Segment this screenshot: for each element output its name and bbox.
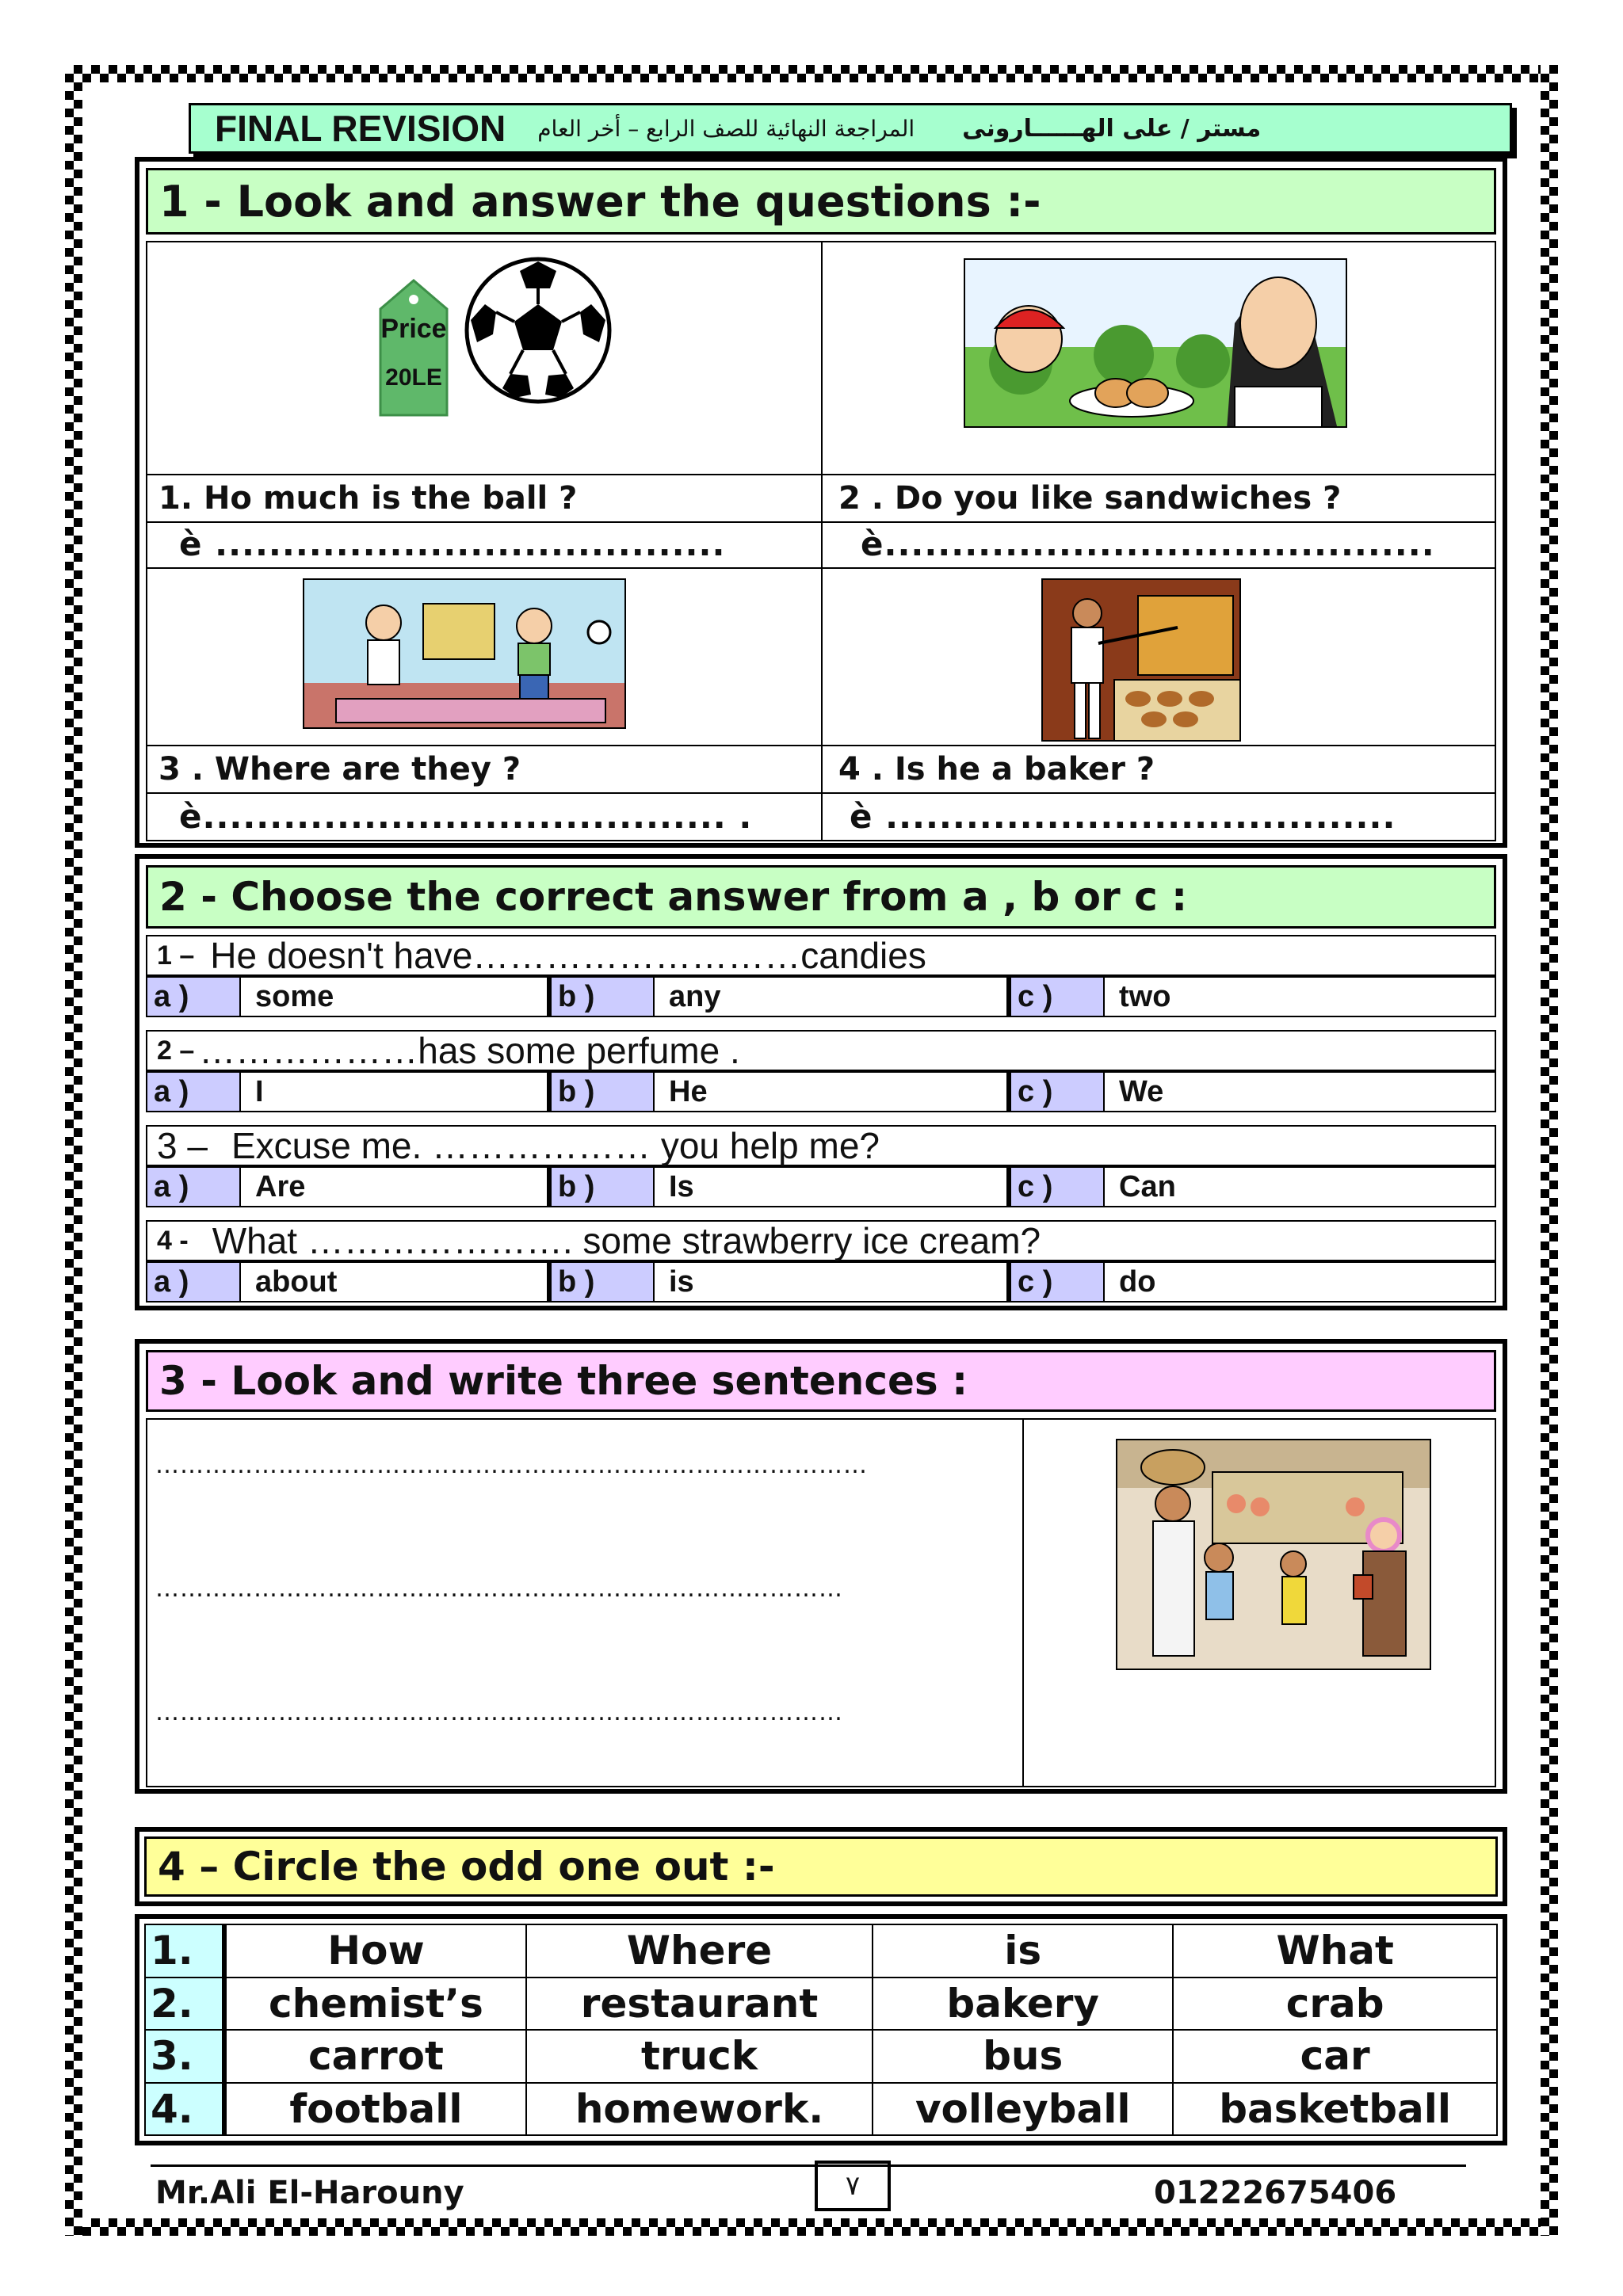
border-left bbox=[65, 65, 82, 2236]
mcq-question-1 bbox=[146, 935, 1496, 976]
mcq-text-4: What …………………. some strawberry ice cream? bbox=[212, 1220, 1041, 1261]
answer-line-1[interactable]: è ...................................... bbox=[179, 524, 726, 563]
section-3-title: 3 - Look and write three sentences : bbox=[146, 1350, 1496, 1412]
option-b[interactable]: any bbox=[655, 978, 1011, 1016]
page-footer bbox=[151, 2164, 1466, 2209]
market-family-picture bbox=[1116, 1439, 1431, 1670]
option-c[interactable]: Can bbox=[1119, 1169, 1176, 1203]
mcq-question-2 bbox=[146, 1030, 1496, 1071]
mcq-question-3 bbox=[146, 1125, 1496, 1166]
option-c-label: c ) bbox=[1011, 978, 1105, 1016]
table-row bbox=[145, 1924, 1497, 1978]
word-cell[interactable]: is bbox=[873, 1924, 1173, 1978]
option-a-label: a ) bbox=[147, 1168, 241, 1206]
odd-one-out-table bbox=[144, 1924, 1498, 2136]
author-name: Mr.Ali El-Harouny bbox=[155, 2175, 464, 2211]
option-c[interactable]: two bbox=[1119, 979, 1171, 1013]
page-header bbox=[189, 103, 1512, 154]
question-2: 2 . Do you like sandwiches ? bbox=[838, 480, 1342, 517]
mcq-options-4 bbox=[146, 1261, 1496, 1302]
word-cell[interactable]: Where bbox=[526, 1924, 873, 1978]
option-a-label: a ) bbox=[147, 1073, 241, 1111]
section-4-title: 4 – Circle the odd one out :- bbox=[144, 1836, 1498, 1897]
section-1-title: 1 - Look and answer the questions :- bbox=[146, 168, 1496, 235]
section-4 bbox=[135, 1914, 1507, 2145]
question-3: 3 . Where are they ? bbox=[158, 751, 521, 788]
section-2 bbox=[135, 854, 1507, 1310]
table-row bbox=[145, 2083, 1497, 2136]
mcq-question-4 bbox=[146, 1220, 1496, 1261]
word-cell[interactable]: car bbox=[1173, 2030, 1497, 2083]
word-cell[interactable]: carrot bbox=[224, 2030, 526, 2083]
option-b[interactable]: He bbox=[655, 1073, 1011, 1111]
option-c-label: c ) bbox=[1011, 1263, 1105, 1301]
section-4-header bbox=[135, 1827, 1507, 1906]
price-label: Price bbox=[380, 314, 447, 344]
kids-bedroom-picture bbox=[303, 578, 626, 729]
section-1-grid bbox=[146, 241, 1496, 841]
row-number: 3. bbox=[145, 2030, 224, 2083]
option-c[interactable]: We bbox=[1119, 1074, 1164, 1108]
option-a-label: a ) bbox=[147, 978, 241, 1016]
word-cell[interactable]: chemist’s bbox=[224, 1978, 526, 2031]
word-cell[interactable]: restaurant bbox=[526, 1978, 873, 2031]
word-cell[interactable]: What bbox=[1173, 1924, 1497, 1978]
answer-line-4[interactable]: è ...................................... bbox=[850, 797, 1396, 836]
table-row bbox=[145, 2030, 1497, 2083]
word-cell[interactable]: football bbox=[224, 2083, 526, 2136]
answer-line-2[interactable]: è......................................... bbox=[861, 524, 1435, 563]
word-cell[interactable]: volleyball bbox=[873, 2083, 1173, 2136]
sentence-line-3[interactable]: ………………………………………………………………………… bbox=[155, 1699, 843, 1726]
option-a[interactable]: some bbox=[241, 978, 552, 1016]
word-cell[interactable]: bus bbox=[873, 2030, 1173, 2083]
price-tag bbox=[371, 277, 456, 420]
sentence-line-1[interactable]: …………………………………………………………………………… bbox=[155, 1451, 868, 1479]
option-b-label: b ) bbox=[552, 978, 655, 1016]
table-row bbox=[145, 1978, 1497, 2031]
section-3 bbox=[135, 1339, 1507, 1794]
price-value: 20LE bbox=[385, 364, 442, 391]
section-2-title: 2 - Choose the correct answer from a , b or c : bbox=[146, 865, 1496, 929]
option-b-label: b ) bbox=[552, 1263, 655, 1301]
soccer-ball-icon bbox=[463, 255, 613, 406]
phone-number: 01222675406 bbox=[1154, 2175, 1397, 2211]
option-b[interactable]: is bbox=[655, 1263, 1011, 1301]
word-cell[interactable]: truck bbox=[526, 2030, 873, 2083]
border-bottom bbox=[65, 2218, 1558, 2236]
option-a[interactable]: Are bbox=[241, 1168, 552, 1206]
border-top bbox=[65, 65, 1558, 82]
word-cell[interactable]: basketball bbox=[1173, 2083, 1497, 2136]
row-number: 4. bbox=[145, 2083, 224, 2136]
page-number: ٧ bbox=[815, 2161, 891, 2211]
option-c-label: c ) bbox=[1011, 1073, 1105, 1111]
baker-picture bbox=[1041, 578, 1241, 742]
mcq-number-1: 1 – bbox=[157, 940, 195, 971]
mcq-number-3: 3 – bbox=[157, 1125, 208, 1166]
word-cell[interactable]: bakery bbox=[873, 1978, 1173, 2031]
mcq-text-3: Excuse me. ……………… you help me? bbox=[231, 1125, 880, 1166]
question-4: 4 . Is he a baker ? bbox=[838, 751, 1155, 788]
section-3-box bbox=[146, 1418, 1496, 1787]
option-a-label: a ) bbox=[147, 1263, 241, 1301]
option-c-label: c ) bbox=[1011, 1168, 1105, 1206]
word-cell[interactable]: crab bbox=[1173, 1978, 1497, 2031]
page-subtitle: المراجعة النهائية للصف الرابع – أخر العام bbox=[537, 115, 915, 142]
option-b-label: b ) bbox=[552, 1073, 655, 1111]
sandwiches-picture bbox=[964, 258, 1347, 428]
row-number: 2. bbox=[145, 1978, 224, 2031]
mcq-options-2 bbox=[146, 1071, 1496, 1112]
teacher-name-ar: مستر / على الهــــــارونى bbox=[962, 114, 1262, 143]
word-cell[interactable]: homework. bbox=[526, 2083, 873, 2136]
section-1 bbox=[135, 157, 1507, 848]
option-b-label: b ) bbox=[552, 1168, 655, 1206]
mcq-number-4: 4 - bbox=[157, 1225, 189, 1256]
option-a[interactable]: about bbox=[241, 1263, 552, 1301]
sentence-line-2[interactable]: ………………………………………………………………………… bbox=[155, 1575, 843, 1603]
page-title: FINAL REVISION bbox=[215, 108, 506, 149]
word-cell[interactable]: How bbox=[224, 1924, 526, 1978]
border-right bbox=[1541, 65, 1558, 2236]
mcq-text-1: He doesn't have………………………candies bbox=[210, 935, 926, 976]
mcq-options-3 bbox=[146, 1166, 1496, 1207]
mcq-text-2: ………………has some perfume . bbox=[199, 1030, 740, 1071]
option-a[interactable]: I bbox=[241, 1073, 552, 1111]
mcq-options-1 bbox=[146, 976, 1496, 1017]
option-c[interactable]: do bbox=[1119, 1264, 1156, 1299]
row-number: 1. bbox=[145, 1924, 224, 1978]
mcq-number-2: 2 – bbox=[157, 1035, 195, 1066]
answer-line-3[interactable]: è....................................... . bbox=[179, 797, 753, 836]
question-1: 1. Ho much is the ball ? bbox=[158, 480, 578, 517]
option-b[interactable]: Is bbox=[655, 1168, 1011, 1206]
